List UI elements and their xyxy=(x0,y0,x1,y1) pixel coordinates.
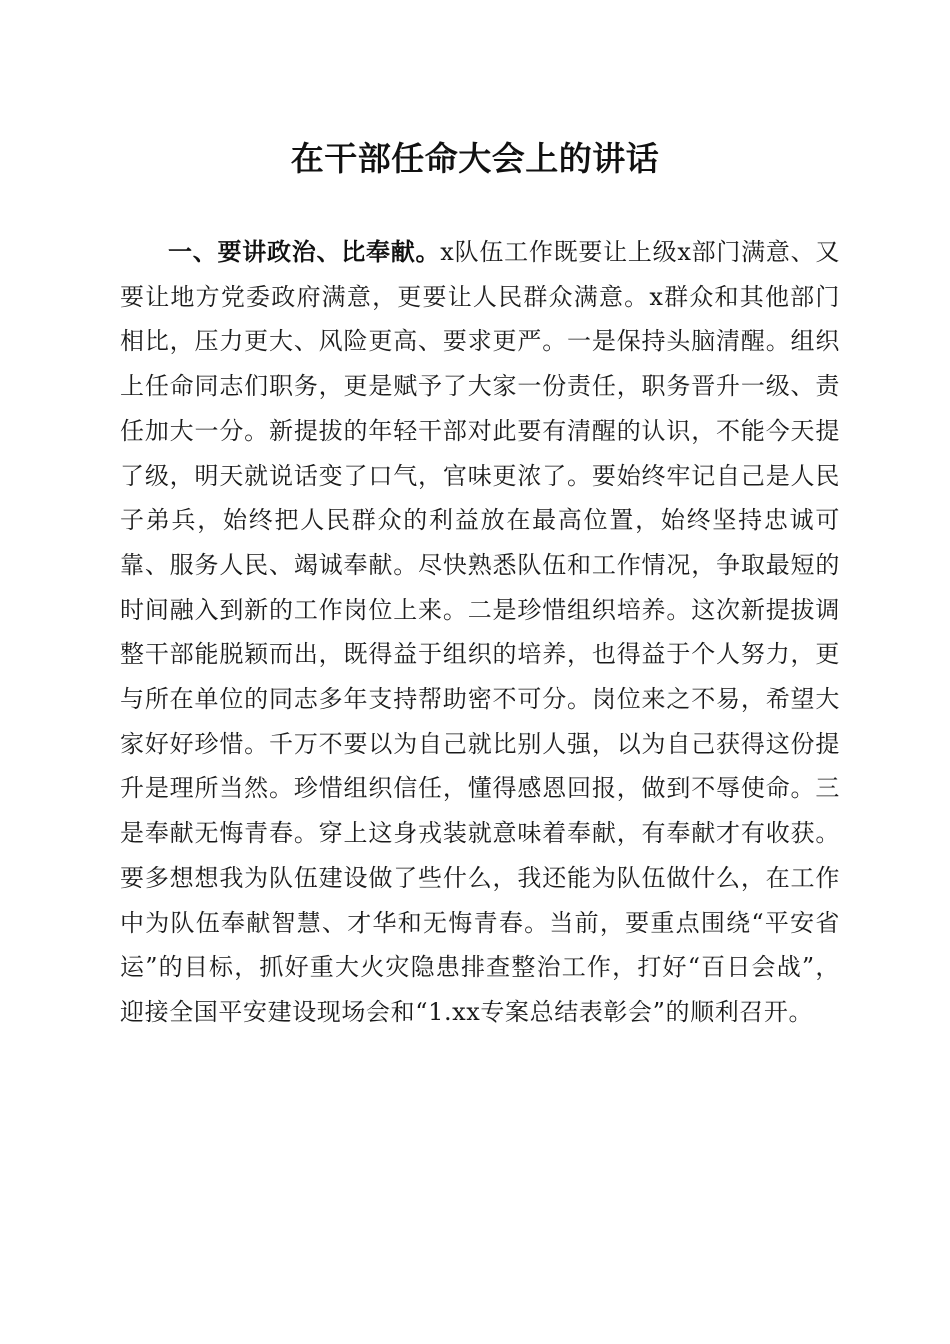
document-title: 在干部任命大会上的讲话 xyxy=(290,139,660,178)
paragraph-text: x队伍工作既要让上级x部门满意、又要让地方党委政府满意，更要让人民群众满意。x群众和其他部门相比，压力更大、风险更高、要求更严。一是保持头脑清醒。组织上任命同志们职务，更是赋予了大家一份责任，职务晋升一级、责任加大一分。新提拔的年轻干部对此要有清醒的认识，不能今天提了级，明天就说话变了口气，官味更浓了。要始终牢记自己是人民子弟兵，始终把人民群众的利益放在最高位置，始终坚持忠诚可靠、服务人民、竭诚奉献。尽快熟悉队伍和工作情况，争取最短的时间融入到新的工作岗位上来。二是珍惜组织培养。这次新提拔调整干部能脱颖而出，既得益于组织的培养，也得益于个人努力，更与所在单位的同志多年支持帮助密不可分。岗位来之不易，希望大家好好珍惜。千万不要以为自己就比别人强，以为自己获得这份提升是理所当然。珍惜组织信任，懂得感恩回报，做到不辱使命。三是奉献无悔青春。穿上这身戎装就意味着奉献，有奉献才有收获。要多想想我为队伍建设做了些什么，我还能为队伍做什么，在工作中为队伍奉献智慧、才华和无悔青春。当前，要重点围绕“平安省运”的目标，抓好重大火灾隐患排查整治工作，打好“百日会战”，迎接全国平安建设现场会和“1.xx专案总结表彰会”的顺利召开。 xyxy=(120,238,840,1026)
body-paragraph xyxy=(120,230,840,1035)
section-heading: 一、要讲政治、比奉献。 xyxy=(168,237,441,266)
